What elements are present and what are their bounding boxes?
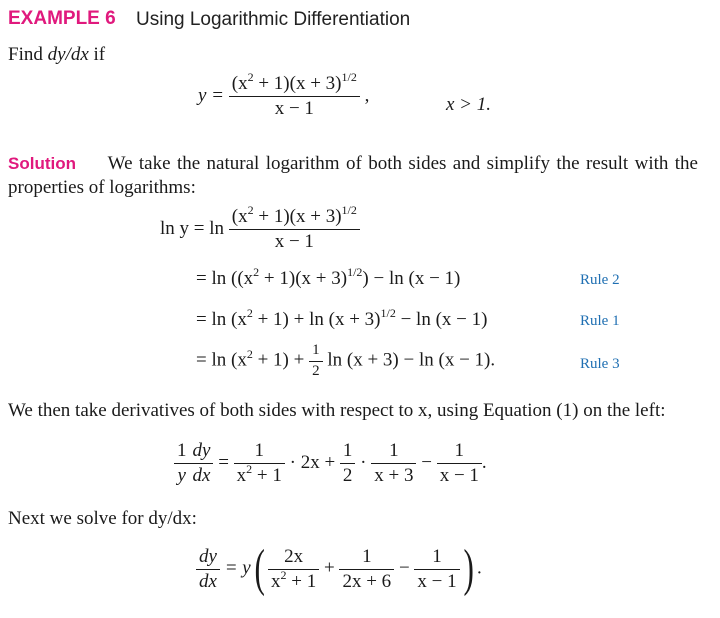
given-comma: , <box>364 84 370 106</box>
solution-label: Solution <box>8 154 76 173</box>
given-numerator: $(x^2 + 1)(x + 3)^{1/2}$ <box>229 74 360 97</box>
y-lhs: y = <box>198 84 225 106</box>
given-condition: x > 1. <box>446 94 492 115</box>
one-over-2xp6: $\frac{1}{2x + 6}$ <box>339 547 394 592</box>
final-dy-dx: $\frac{dy}{dx}$ <box>196 547 220 592</box>
step-line-2: = $\ln ((x^2 + 1)(x + 3)^{1/2}) - \ln (x - 1)$ <box>196 265 461 289</box>
step1-fraction: $\frac{(x^2 + 1)(x + 3)^{1/2}}{x - 1}$ <box>229 207 360 252</box>
rule-2-label: Rule 2 <box>580 272 620 288</box>
twox-over-x2p1: $\frac{2x}{x^2 + 1}$ <box>268 547 319 592</box>
step-line-1: ln y = ln $\frac{(x^2 + 1)(x + 3)^{1/2}}{x - 1}$ <box>160 207 360 252</box>
one-over-xm1: $\frac{1}{x - 1}$ <box>437 441 482 486</box>
step-line-3: = $\ln (x^2 + 1) + \ln (x + 3)^{1/2} - \ln (x - 1)$ <box>196 306 488 330</box>
rule-3-label: Rule 3 <box>580 356 620 372</box>
one-half: $\frac{1}{2}$ <box>340 441 356 486</box>
intro-variable: dy/dx <box>47 44 89 65</box>
derivative-equation: $\frac{1}{y}$ $\frac{dy}{dx}$ = $\frac{1}{x^2 + 1}$ · 2x + $\frac{1}{2}$ · $\frac{1}{x + 3}$ − $\frac{1}{x - 1}$ . <box>174 441 487 486</box>
final-one-over-xm1: $\frac{1}{x - 1}$ <box>414 547 459 592</box>
half-fraction: $\frac{1}{2}$ <box>309 343 323 380</box>
problem-intro <box>8 44 105 66</box>
derivative-paragraph: We then take derivatives of both sides with respect to x, using Equation (1) on the left: <box>8 400 666 421</box>
solution-paragraph <box>8 152 698 200</box>
one-over-x2p1: $\frac{1}{x^2 + 1}$ <box>234 441 285 486</box>
next-paragraph: Next we solve for dy/dx: <box>8 508 197 529</box>
left-paren: ( <box>254 540 265 597</box>
final-equation: $\frac{dy}{dx}$ = y( $\frac{2x}{x^2 + 1}$ + $\frac{1}{2x + 6}$ − $\frac{1}{x - 1}$ ) . <box>196 543 482 595</box>
rule-1-label: Rule 1 <box>580 313 620 329</box>
example-label: EXAMPLE 6 <box>8 8 116 29</box>
intro-if: if <box>93 44 106 65</box>
one-over-xp3: $\frac{1}{x + 3}$ <box>371 441 416 486</box>
right-paren: ) <box>463 540 474 597</box>
intro-text: Find <box>8 44 43 65</box>
example-title: Using Logarithmic Differentiation <box>136 9 411 30</box>
one-over-y: $\frac{1}{y}$ <box>174 441 190 486</box>
solution-text: We take the natural logarithm of both sides and simplify the result with the properties of logarithms: <box>8 153 698 198</box>
step-line-4: = $\ln (x^2 + 1)$ + $\frac{1}{2}$ ln (x + 3) − ln (x − 1). <box>196 342 496 379</box>
given-denominator: x − 1 <box>274 97 314 119</box>
given-fraction <box>229 70 360 119</box>
dy-dx-fraction: $\frac{dy}{dx}$ <box>190 441 214 486</box>
given-equation <box>198 70 370 119</box>
